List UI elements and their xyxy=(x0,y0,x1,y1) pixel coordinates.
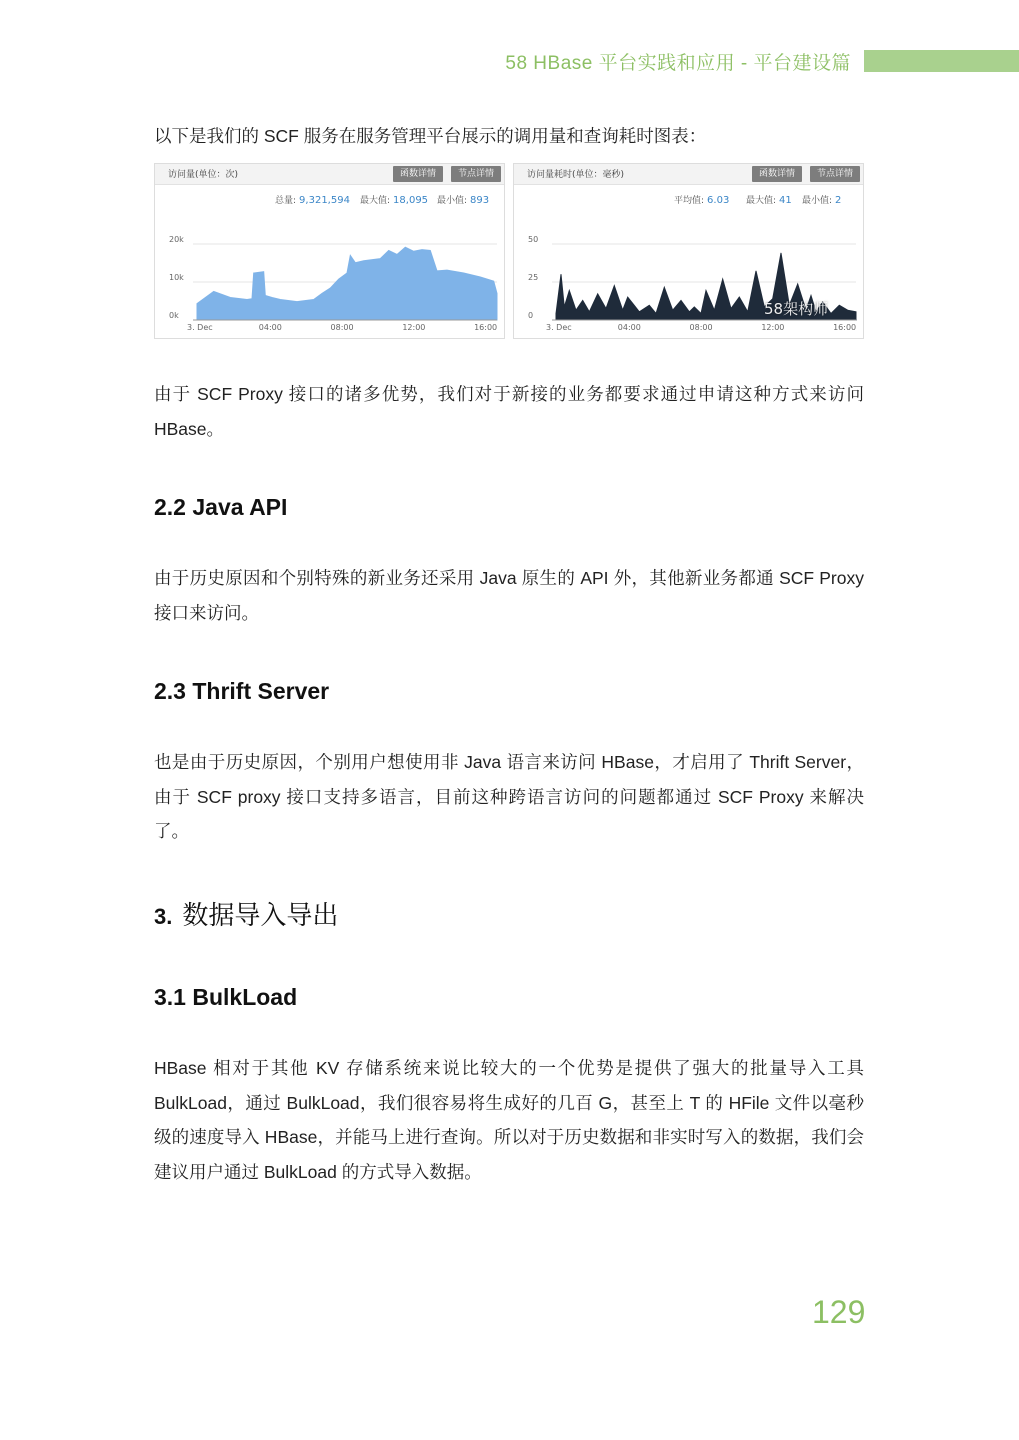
y-tick-label: 0k xyxy=(169,311,179,320)
chart-panel-requests xyxy=(154,163,505,339)
x-tick-label: 04:00 xyxy=(617,323,641,332)
heading-thrift-server: 2.3 Thrift Server xyxy=(154,678,330,704)
stat-min: 最小值: 2 xyxy=(802,195,842,206)
x-tick-label: 04:00 xyxy=(258,323,282,332)
stat-max: 最大值: 41 xyxy=(746,195,792,206)
page-number: 129 xyxy=(812,1294,866,1330)
requests-chart-svg xyxy=(155,164,506,340)
x-tick-label: 3. Dec xyxy=(546,323,572,332)
watermark: 58架构师 xyxy=(764,300,829,318)
function-detail-button[interactable]: 函数详情 xyxy=(393,166,443,182)
y-tick-label: 0 xyxy=(528,311,534,320)
y-tick-label: 25 xyxy=(528,273,539,282)
chart-panel-latency xyxy=(513,163,864,339)
stat-min: 最小值: 893 xyxy=(437,195,490,206)
heading-data-import-export xyxy=(154,895,864,932)
section-number: 3. xyxy=(154,904,173,929)
running-header-title: 58 HBase 平台实践和应用 - 平台建设篇 xyxy=(505,53,851,74)
series-area xyxy=(197,247,497,320)
function-detail-button[interactable]: 函数详情 xyxy=(752,166,802,182)
y-tick-label: 20k xyxy=(169,235,184,244)
heading-bulkload: 3.1 BulkLoad xyxy=(154,984,298,1010)
section-title: 数据导入导出 xyxy=(182,900,339,930)
stat-average: 平均值: 6.03 xyxy=(674,195,730,206)
x-tick-label: 12:00 xyxy=(761,323,785,332)
node-detail-button[interactable]: 节点详情 xyxy=(451,166,501,182)
x-tick-label: 16:00 xyxy=(474,323,498,332)
x-tick-label: 08:00 xyxy=(330,323,354,332)
y-tick-label: 50 xyxy=(528,235,539,244)
paragraph-scf-proxy: 由于 SCF Proxy 接口的诸多优势，我们对于新接的业务都要求通过申请这种方式来访问 HBase。 xyxy=(154,384,864,439)
node-detail-button[interactable]: 节点详情 xyxy=(810,166,860,182)
x-tick-label: 3. Dec xyxy=(187,323,213,332)
header-accent-bar xyxy=(864,50,1019,72)
intro-paragraph: 以下是我们的 SCF 服务在服务管理平台展示的调用量和查询耗时图表： xyxy=(154,126,707,146)
x-tick-label: 12:00 xyxy=(402,323,426,332)
stat-max: 最大值: 18,095 xyxy=(360,195,429,206)
x-tick-label: 08:00 xyxy=(689,323,713,332)
x-tick-label: 16:00 xyxy=(833,323,857,332)
heading-java-api: 2.2 Java API xyxy=(154,494,288,520)
stat-total: 总量: 9,321,594 xyxy=(275,195,350,206)
paragraph-java-api: 由于历史原因和个别特殊的新业务还采用 Java 原生的 API 外，其他新业务都通 SCF Proxy 接口来访问。 xyxy=(154,568,864,623)
y-tick-label: 10k xyxy=(169,273,184,282)
charts-figure xyxy=(154,163,864,339)
chart-title: 访问量(单位：次) xyxy=(168,170,239,180)
chart-title: 访问量耗时(单位：毫秒) xyxy=(527,170,625,180)
paragraph-bulkload: HBase 相对于其他 KV 存储系统来说比较大的一个优势是提供了强大的批量导入工具 BulkLoad，通过 BulkLoad，我们很容易将生成好的几百 G，甚至上 T 的 HFile 文件以毫秒级的速度导入 HBase，并能马上进行查询。所以对于历史数据和非实时写入的数据，我们会建议用户通过 BulkLoad 的方式导入数据。 xyxy=(154,1058,864,1182)
paragraph-thrift-server: 也是由于历史原因，个别用户想使用非 Java 语言来访问 HBase，才启用了 Thrift Server，由于 SCF proxy 接口支持多语言，目前这种跨语言访问的问题都通过 SCF Proxy 来解决了。 xyxy=(154,752,864,841)
